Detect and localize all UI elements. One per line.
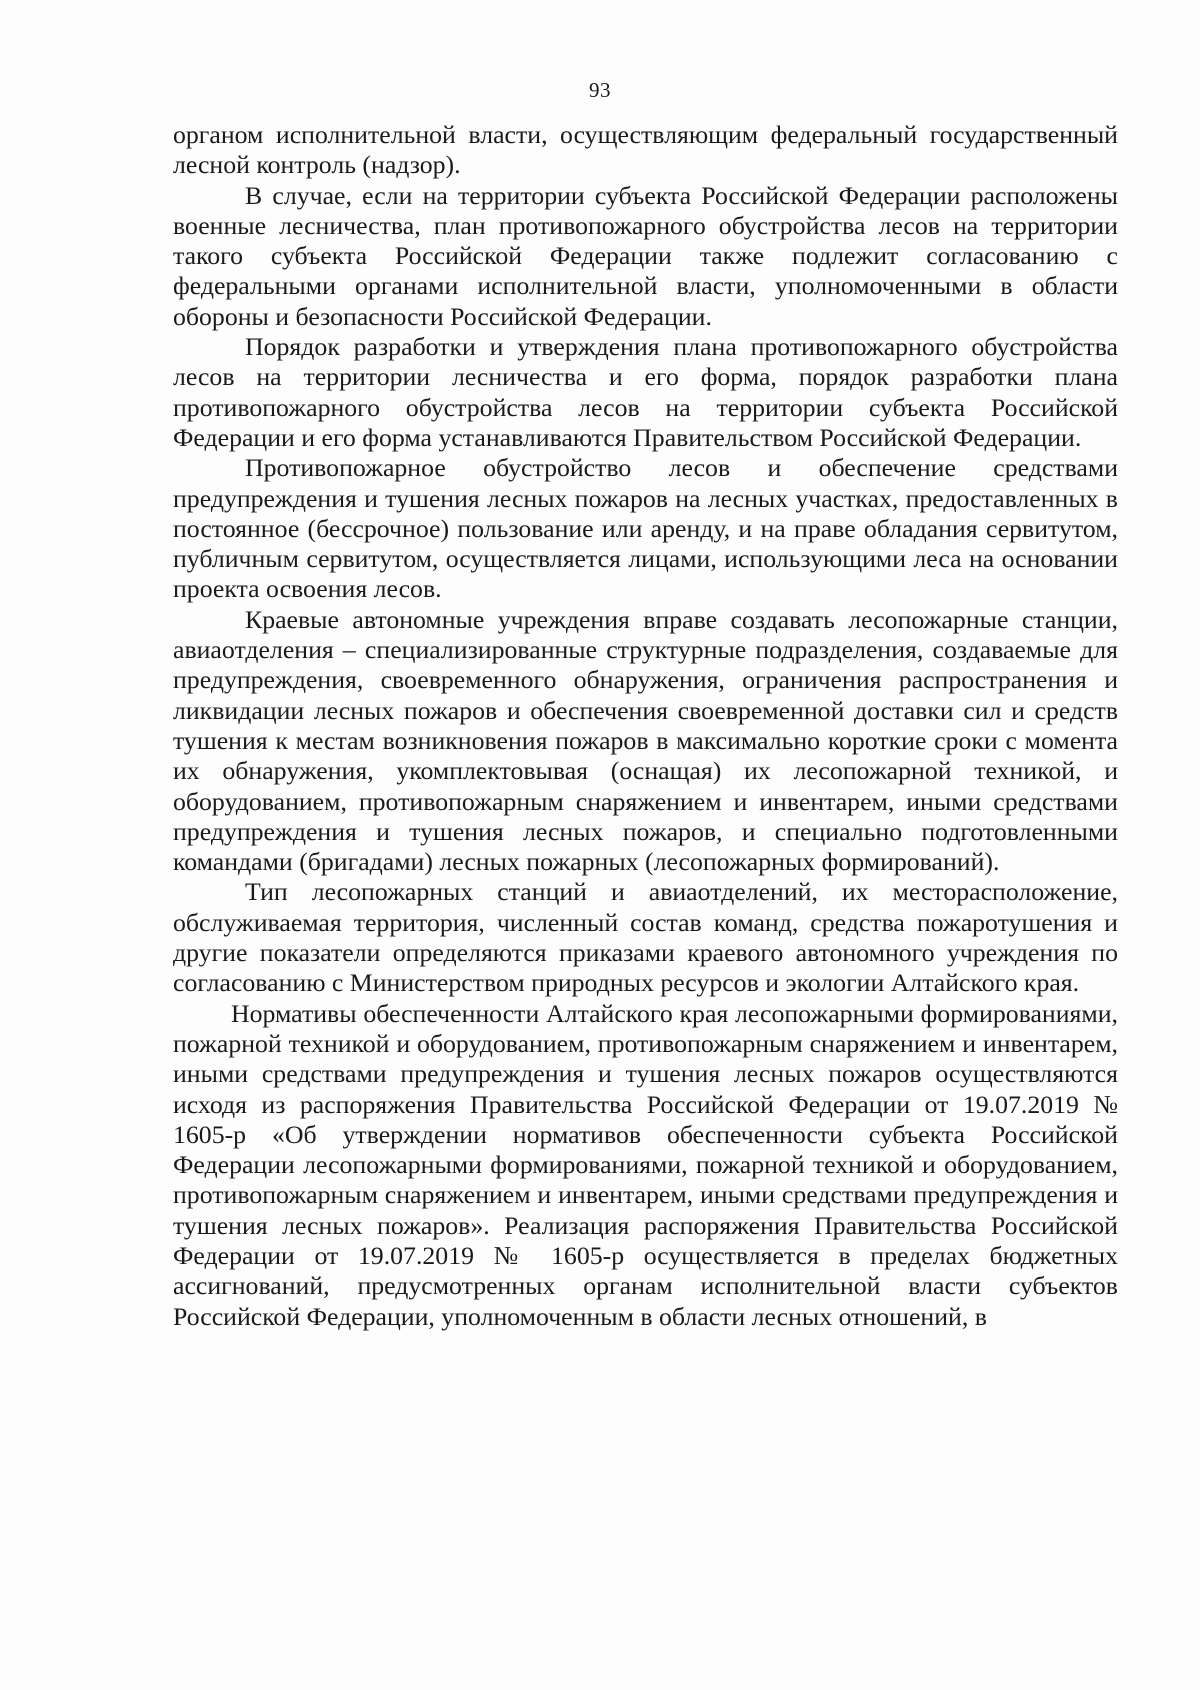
paragraph-norms: Нормативы обеспеченности Алтайского края лесопожарными формированиями, пожарной техникой и оборудованием, противопожарным снаряжением и инвентарем, иными средствами предупреждения и тушения лесных пожаров осуществляются исходя из распоряжения Правительства Российской Федерации от 19.07.2019 № 1605-р «Об утверждении нормативов обеспеченности субъекта Российской Федерации лесопожарными формированиями, пожарной техникой и оборудованием, противопожарным снаряжением и инвентарем, иными средствами предупреждения и тушения лесных пожаров». Реализация распоряжения Правительства Российской Федерации от 19.07.2019 № 1605-р осуществляется в пределах бюджетных ассигнований, предусмотренных органам исполнительной власти субъектов Российской Федерации, уполномоченным в области лесных отношений, в	[173, 998, 1118, 1331]
paragraph-station-types: Тип лесопожарных станций и авиаотделений, их месторасположение, обслуживаемая территория, численный состав команд, средства пожаротушения и другие показатели определяются приказами краевого автономного учреждения по согласованию с Министерством природных ресурсов и экологии Алтайского края.	[173, 877, 1118, 998]
paragraph-autonomous-institutions: Краевые автономные учреждения вправе создавать лесопожарные станции, авиаотделения – специализированные структурные подразделения, создаваемые для предупреждения, своевременного обнаружения, ограничения распространения и ликвидации лесных пожаров и обеспечения своевременной доставки сил и средств тушения к местам возникновения пожаров в максимально короткие сроки с момента их обнаружения, укомплектовывая (оснащая) их лесопожарной техникой, и оборудованием, противопожарным снаряжением и инвентарем, иными средствами предупреждения и тушения лесных пожаров, и специально подготовленными командами (бригадами) лесных пожарных (лесопожарных формирований).	[173, 604, 1118, 877]
paragraph-plan-procedure: Порядок разработки и утверждения плана противопожарного обустройства лесов на территории лесничества и его форма, порядок разработки плана противопожарного обустройства лесов на территории субъекта Российской Федерации и его форма устанавливаются Правительством Российской Федерации.	[173, 332, 1118, 452]
paragraph-continuation: органом исполнительной власти, осуществляющим федеральный государственный лесной контроль (надзор).	[173, 120, 1118, 180]
document-body	[173, 120, 1118, 1332]
page-number: 93	[589, 78, 611, 102]
paragraph-military-forestries: В случае, если на территории субъекта Российской Федерации расположены военные лесничества, план противопожарного обустройства лесов на территории такого субъекта Российской Федерации также подлежит согласованию с федеральными органами исполнительной власти, уполномоченными в области обороны и безопасности Российской Федерации.	[173, 180, 1118, 331]
paragraph-fire-prevention-arrangement: Противопожарное обустройство лесов и обеспечение средствами предупреждения и тушения лесных пожаров на лесных участках, предоставленных в постоянное (бессрочное) пользование или аренду, и на праве обладания сервитутом, публичным сервитутом, осуществляется лицами, использующими леса на основании проекта освоения лесов.	[173, 453, 1118, 604]
